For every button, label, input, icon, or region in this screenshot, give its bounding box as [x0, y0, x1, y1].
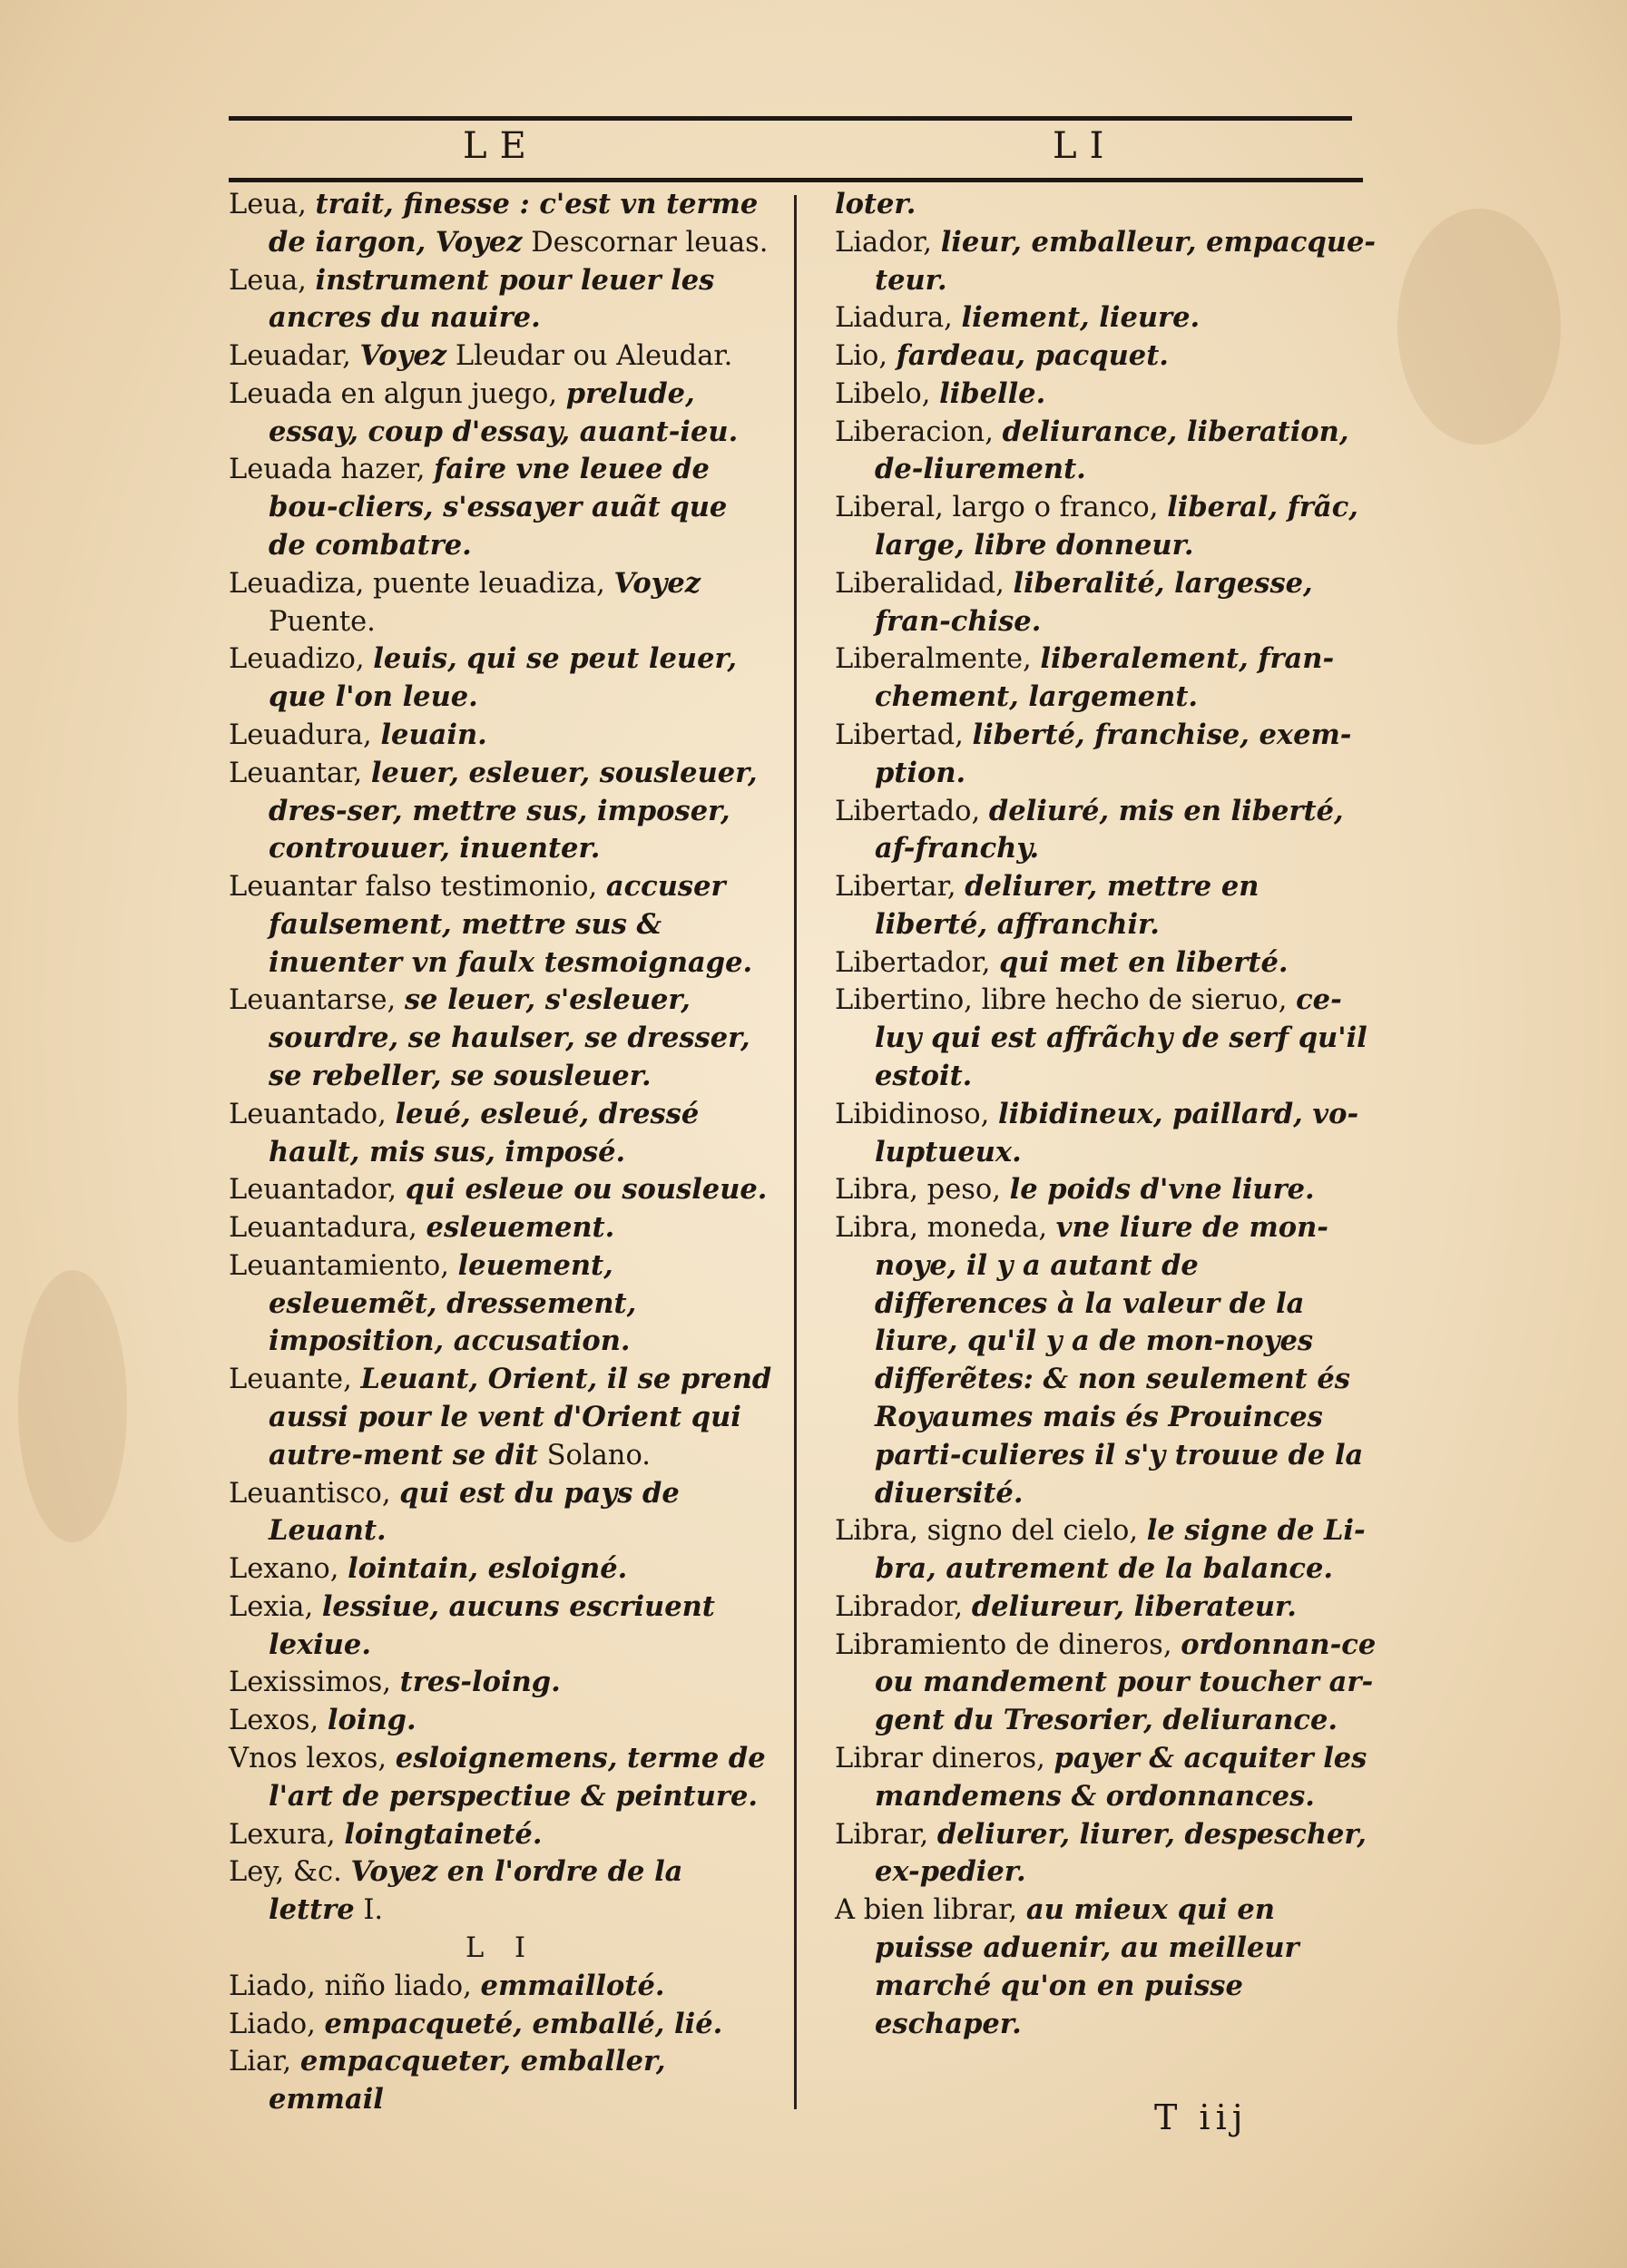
column-divider	[794, 195, 797, 2109]
dictionary-entry	[229, 1475, 773, 1551]
dictionary-entry	[835, 1740, 1379, 1816]
entry-headword: Lexura,	[229, 1818, 345, 1851]
dictionary-entry	[229, 2043, 773, 2119]
entry-headword: Librador,	[835, 1590, 972, 1623]
header-rule-top	[229, 116, 1352, 121]
entry-translation: faire vne leuee de bou-cliers, s'essayer auãt que de combatre.	[269, 453, 728, 562]
entry-headword: Libidinoso,	[835, 1098, 998, 1130]
entry-headword: Libertad,	[835, 719, 973, 751]
entry-headword: Liberalmente,	[835, 643, 1041, 676]
entry-headword: Libelo,	[835, 377, 940, 410]
entry-translation: prelude, essay, coup d'essay, auant-ieu.	[269, 376, 739, 448]
dictionary-entry	[229, 1853, 773, 1930]
entry-translation: Voyez	[359, 339, 447, 373]
entry-translation: instrument pour leuer les ancres du nauire.	[269, 263, 715, 335]
left-column	[229, 186, 773, 2119]
entry-translation: libelle.	[939, 376, 1046, 410]
dictionary-entry	[229, 717, 773, 755]
entry-translation: liberalement, fran-chement, largement.	[875, 642, 1335, 714]
entry-translation: lointain, esloigné.	[348, 1552, 628, 1586]
entry-translation: accuser faulsement, mettre sus & inuenter vn faulx tesmoignage.	[269, 870, 753, 979]
entry-headword: Leuantarse,	[229, 984, 405, 1017]
dictionary-entry	[229, 1664, 773, 1702]
dictionary-entry	[835, 1096, 1379, 1172]
entry-translation: empacqueter, emballer, emmail	[269, 2045, 666, 2116]
entry-headword: Libertar,	[835, 871, 965, 904]
dictionary-entry	[835, 224, 1379, 300]
dictionary-entry	[229, 1816, 773, 1854]
entry-translation: deliurance, liberation, de-liurement.	[875, 415, 1349, 486]
entry-translation: se leuer, s'esleuer, sourdre, se haulser, se dresser, se rebeller, se sousleuer.	[269, 983, 750, 1092]
dictionary-entry	[229, 376, 773, 452]
dictionary-entry	[835, 376, 1379, 414]
dictionary-entry	[229, 1702, 773, 1740]
entry-translation: loingtaineté.	[344, 1817, 543, 1851]
entry-headword: Lexos,	[229, 1705, 328, 1737]
dictionary-entry	[229, 337, 773, 376]
entry-headword: Lexano,	[229, 1553, 348, 1586]
dictionary-entry	[835, 489, 1379, 565]
dictionary-entry	[229, 1968, 773, 2006]
dictionary-entry	[835, 793, 1379, 869]
entry-translation: lieur, emballeur, empacque-teur.	[875, 225, 1377, 297]
entry-translation: Voyez	[613, 566, 701, 600]
entry-translation: loing.	[327, 1704, 417, 1737]
dictionary-entry	[835, 299, 1379, 337]
entry-headword: Leuadizo,	[229, 643, 374, 676]
entry-headword: Libertado,	[835, 795, 989, 827]
entry-translation: loter.	[835, 188, 916, 220]
entry-headword: Lexissimos,	[229, 1667, 400, 1699]
running-head-right: LI	[1053, 125, 1117, 167]
dictionary-entry	[229, 755, 773, 868]
catchword: T iij	[1154, 2097, 1249, 2137]
dictionary-entry	[835, 1512, 1379, 1589]
entry-translation: le poids d'vne liure.	[1009, 1173, 1315, 1207]
dictionary-entry	[835, 868, 1379, 944]
entry-headword: Libertino, libre hecho de sieruo,	[835, 984, 1297, 1017]
entry-headword: Leuantado,	[229, 1098, 396, 1130]
entry-tail: Puente.	[269, 605, 376, 638]
section-heading-li: L I	[466, 1931, 536, 1964]
entry-translation: ordonnan-ce ou mandement pour toucher ar-gent du Tresorier, deliurance.	[875, 1628, 1377, 1737]
entry-headword: Liadura,	[835, 302, 962, 335]
dictionary-entry	[229, 262, 773, 338]
entry-translation: qui est du pays de Leuant.	[269, 1476, 680, 1548]
entry-translation: esleuement.	[426, 1211, 615, 1245]
dictionary-entry	[835, 1171, 1379, 1209]
dictionary-entry	[835, 1892, 1379, 2043]
dictionary-entry	[229, 451, 773, 564]
dictionary-entry	[835, 414, 1379, 490]
entry-headword: Lio,	[835, 340, 897, 373]
dictionary-entry	[229, 1589, 773, 1665]
entry-tail: Solano.	[537, 1439, 651, 1471]
entry-headword: Leuada en algun juego,	[229, 377, 566, 410]
entry-headword: Libra, moneda,	[835, 1212, 1056, 1245]
dictionary-entry	[229, 1361, 773, 1474]
dictionary-entry	[835, 640, 1379, 717]
entry-translation: qui met en liberté.	[999, 945, 1289, 979]
entry-headword: Leuadiza, puente leuadiza,	[229, 567, 614, 600]
dictionary-entry	[835, 337, 1379, 376]
dictionary-entry	[835, 1816, 1379, 1892]
entry-headword: Leuantar falso testimonio,	[229, 871, 606, 904]
entry-headword: Leua,	[229, 189, 316, 220]
entry-headword: Libertador,	[835, 946, 1000, 979]
entry-headword: Leuadar,	[229, 340, 360, 373]
dictionary-entry	[835, 1627, 1379, 1740]
dictionary-entry	[835, 944, 1379, 982]
dictionary-entry	[229, 982, 773, 1095]
entry-headword: Vnos lexos,	[229, 1743, 396, 1775]
entry-translation: leuain.	[380, 718, 487, 751]
paper-stain	[1397, 209, 1561, 445]
entry-translation: esloignemens, terme de l'art de perspectiue & peinture.	[269, 1742, 766, 1813]
entry-headword: Leuante,	[229, 1364, 361, 1396]
entry-headword: Liberacion,	[835, 415, 1003, 448]
dictionary-entry	[229, 186, 773, 262]
entry-headword: A bien librar,	[835, 1894, 1026, 1927]
dictionary-entry	[229, 2006, 773, 2044]
entry-headword: Liberalidad,	[835, 567, 1014, 600]
entry-headword: Leuantadura,	[229, 1212, 426, 1245]
entry-translation: libidineux, paillard, vo-luptueux.	[875, 1097, 1359, 1168]
dictionary-entry	[229, 868, 773, 982]
dictionary-entry	[835, 1209, 1379, 1512]
entry-translation: leuer, esleuer, sousleuer, dres-ser, mettre sus, imposer, controuuer, inuenter.	[269, 756, 758, 865]
entry-translation: emmailloté.	[480, 1969, 665, 2002]
entry-translation: tres-loing.	[399, 1666, 561, 1699]
entry-translation: liberalité, largesse, fran-chise.	[875, 566, 1313, 638]
entry-translation: leué, esleué, dressé hault, mis sus, imposé.	[269, 1097, 700, 1168]
dictionary-entry	[229, 1550, 773, 1589]
entry-headword: Leuantar,	[229, 757, 371, 789]
entry-translation: payer & acquiter les mandemens & ordonnances.	[875, 1742, 1367, 1813]
entry-translation: deliurer, mettre en liberté, affranchir.	[875, 870, 1259, 941]
entry-translation: liberal, frãc, large, libre donneur.	[875, 491, 1358, 562]
entry-headword: Liberal, largo o franco,	[835, 492, 1168, 524]
entry-translation: leuis, qui se peut leuer, que l'on leue.	[269, 642, 737, 714]
entry-translation: deliurer, liurer, despescher, ex-pedier.	[875, 1817, 1367, 1889]
entry-headword: Libramiento de dineros,	[835, 1628, 1181, 1661]
entry-headword: Librar,	[835, 1818, 937, 1851]
entry-headword: Leuadura,	[229, 719, 381, 751]
entry-headword: Leuantamiento,	[229, 1249, 458, 1282]
dictionary-entry	[835, 717, 1379, 793]
entry-headword: Leuantador,	[229, 1174, 406, 1207]
dictionary-entry	[229, 1247, 773, 1361]
entry-headword: Ley, &c.	[229, 1856, 351, 1889]
entry-headword: Libra, signo del cielo,	[835, 1515, 1147, 1548]
entry-translation: vne liure de mon-noye, il y a autant de differences à la valeur de la liure, qu'il y a de mon-noyes differẽtes: & non seulement és Royaumes mais és Prouinces parti-culieres il s'y trouue de la diuersité.	[875, 1211, 1364, 1510]
entry-translation: Voyez en l'ordre de la lettre	[269, 1855, 683, 1927]
entry-translation: ce-luy qui est affrãchy de serf qu'il estoit.	[875, 983, 1367, 1092]
entry-translation: liement, lieure.	[961, 301, 1201, 335]
entry-headword: Liado,	[229, 2008, 325, 2040]
entry-tail: Descornar leuas.	[522, 226, 769, 259]
header-rule-bottom	[229, 178, 1363, 182]
entry-translation: liberté, franchise, exem-ption.	[875, 718, 1352, 789]
entry-headword: Lexia,	[229, 1590, 322, 1623]
entry-translation: deliuré, mis en liberté, af-franchy.	[875, 794, 1344, 865]
entry-translation: deliureur, liberateur.	[971, 1589, 1297, 1623]
right-column	[835, 186, 1379, 2043]
entry-headword: Liador,	[835, 226, 941, 259]
entry-translation: trait, finesse : c'est vn terme de iargon, Voyez	[269, 188, 759, 259]
entry-tail: Lleudar ou Aleudar.	[446, 340, 733, 373]
entry-translation: le signe de Li-bra, autrement de la balance.	[875, 1514, 1366, 1586]
entry-translation: Leuant, Orient, il se prend aussi pour le vent d'Orient qui autre-ment se dit	[269, 1363, 772, 1471]
dictionary-entry	[835, 565, 1379, 641]
dictionary-entry	[229, 1740, 773, 1816]
dictionary-entry	[229, 1096, 773, 1172]
entry-translation: qui esleue ou sousleue.	[405, 1173, 768, 1207]
entry-headword: Leuada hazer,	[229, 454, 435, 486]
entry-headword: Liar,	[229, 2046, 300, 2078]
dictionary-entry	[835, 186, 1379, 224]
entry-translation: au mieux qui en puisse aduenir, au meilleur marché qu'on en puisse eschaper.	[875, 1893, 1299, 2040]
dictionary-entry	[835, 982, 1379, 1095]
entry-headword: Libra, peso,	[835, 1174, 1010, 1207]
dictionary-entry	[229, 1171, 773, 1209]
entry-translation: fardeau, pacquet.	[896, 339, 1169, 373]
entry-tail: I.	[354, 1894, 384, 1927]
running-head-left: LE	[463, 125, 539, 167]
dictionary-entry	[229, 1209, 773, 1247]
entry-translation: leuement, esleuemẽt, dressement, imposition, accusation.	[269, 1248, 637, 1358]
entry-headword: Leuantisco,	[229, 1477, 400, 1510]
entry-headword: Librar dineros,	[835, 1743, 1054, 1775]
entry-translation: lessiue, aucuns escriuent lexiue.	[269, 1589, 715, 1661]
dictionary-entry	[835, 1589, 1379, 1627]
dictionary-entry	[229, 565, 773, 641]
entry-headword: Liado, niño liado,	[229, 1970, 481, 2002]
entry-translation: empacqueté, emballé, lié.	[324, 2007, 723, 2040]
paper-stain	[18, 1270, 127, 1542]
dictionary-entry	[229, 640, 773, 717]
entry-headword: Leua,	[229, 264, 316, 297]
